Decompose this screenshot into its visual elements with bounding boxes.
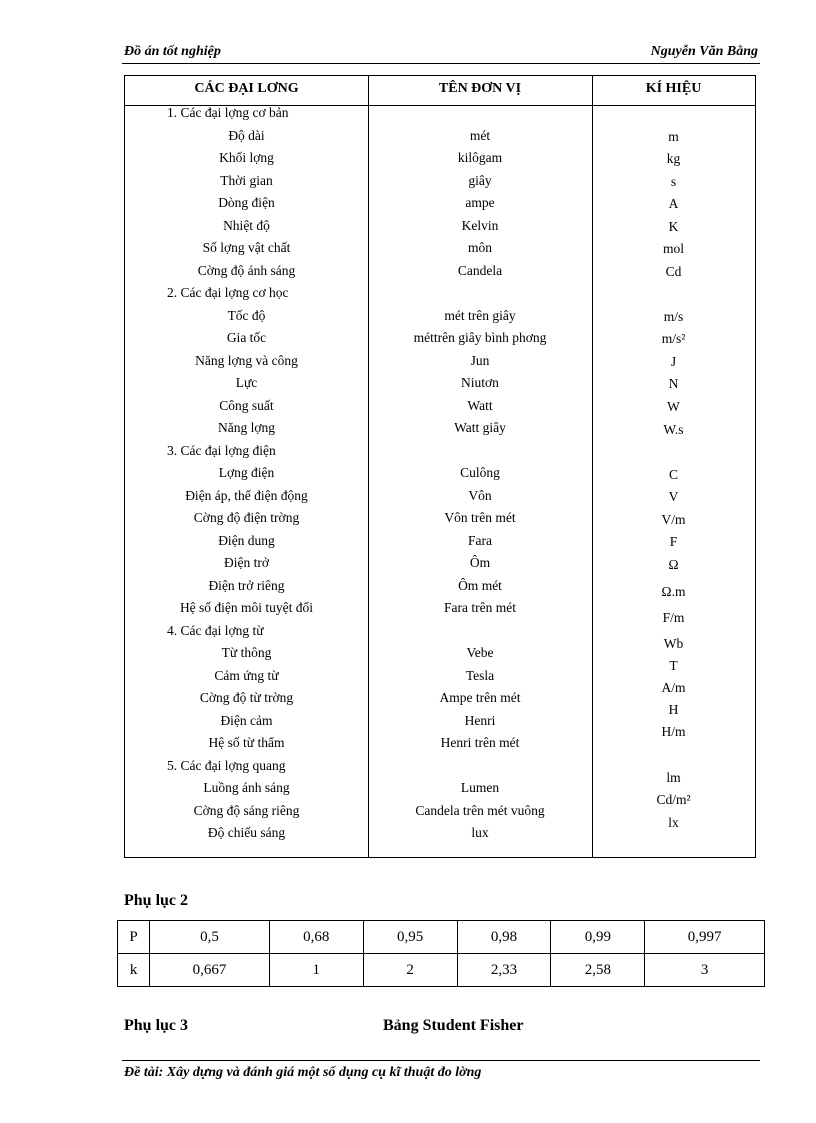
table-cell: Niutơn: [461, 375, 499, 390]
table-cell: 0,5: [150, 921, 270, 954]
table-cell: Lực: [235, 375, 258, 390]
table-cell: H/m: [661, 724, 686, 739]
table-cell: lx: [668, 815, 679, 830]
header-left: Đồ án tốt nghiệp: [124, 44, 221, 59]
table-cell: s: [670, 174, 677, 189]
table-cell: Cd: [665, 264, 682, 279]
table-cell: kg: [666, 151, 681, 166]
table-cell: Candela trên mét vuông: [415, 803, 545, 818]
appendix-3-title: Phụ lục 3: [124, 1017, 189, 1034]
table-row: [118, 921, 765, 954]
page-footer: [122, 1060, 760, 1080]
unit-names-column: [368, 76, 593, 857]
table-cell: Điện dung: [218, 533, 275, 548]
table-cell: Gia tốc: [226, 330, 267, 345]
table-cell: Hệ số từ thẩm: [208, 735, 285, 750]
table-cell: môn: [467, 240, 492, 255]
table-cell: 1: [269, 954, 363, 987]
table-cell: Điện trở riêng: [208, 578, 285, 593]
table-cell: giây: [468, 173, 492, 188]
table-cell: 0,95: [363, 921, 457, 954]
table-cell: m: [668, 129, 679, 144]
table-cell: 0,68: [269, 921, 363, 954]
appendix-3-table-title: Bảng Student Fisher: [383, 1017, 524, 1034]
table-cell: Năng lợng: [217, 420, 275, 435]
table-cell: lux: [471, 825, 489, 840]
table-cell: Cờng độ ánh sáng: [197, 263, 296, 278]
section-heading: 1. Các đại lợng cơ bản: [167, 105, 289, 120]
table-cell: lm: [666, 770, 681, 785]
table-cell: Ampe trên mét: [439, 690, 521, 705]
table-cell: F/m: [662, 610, 685, 625]
table-cell: 0,98: [457, 921, 551, 954]
table-cell: Luồng ánh sáng: [203, 780, 290, 795]
table-cell: Khối lợng: [219, 150, 274, 165]
table-cell: N: [668, 376, 679, 391]
table-cell: Wb: [663, 636, 684, 651]
table-cell: Fara trên mét: [444, 600, 516, 615]
table-cell: W.s: [663, 422, 684, 437]
table-cell: m/s²: [661, 331, 686, 346]
table-cell: Candela: [457, 263, 503, 278]
table-cell: 0,667: [150, 954, 270, 987]
table-cell: Tesla: [465, 668, 495, 683]
section-heading: 3. Các đại lợng điện: [167, 443, 276, 458]
section-heading: 2. Các đại lợng cơ học: [167, 285, 289, 300]
table-cell: Jun: [470, 353, 490, 368]
table-cell: Công suất: [219, 398, 274, 413]
table-cell: méttrên giây bình phơng: [413, 330, 547, 345]
table-cell: J: [670, 354, 677, 369]
table-cell: Số lợng vật chất: [202, 240, 291, 255]
table-cell: Độ dài: [228, 128, 265, 143]
table-cell: 2,33: [457, 954, 551, 987]
table-cell: Ω.m: [661, 584, 686, 599]
column-header: CÁC ĐẠI LƠNG: [194, 81, 299, 96]
table-cell: Điện trở: [223, 555, 269, 570]
table-cell: 2,58: [551, 954, 645, 987]
table-cell: Cờng độ điện trờng: [193, 510, 300, 525]
table-cell: Lợng điện: [218, 465, 275, 480]
table-cell: Cd/m²: [656, 792, 691, 807]
column-header: TÊN ĐƠN VỊ: [438, 81, 522, 96]
table-cell: k: [118, 954, 150, 987]
table-cell: Hệ số điện môi tuyệt đối: [179, 600, 314, 615]
table-cell: A: [668, 196, 679, 211]
quantities-column: [125, 76, 369, 857]
table-cell: K: [668, 219, 679, 234]
page-header: [122, 44, 760, 64]
table-cell: P: [118, 921, 150, 954]
table-cell: V/m: [661, 512, 686, 527]
table-cell: Watt: [467, 398, 493, 413]
table-cell: W: [667, 399, 680, 414]
table-cell: 2: [363, 954, 457, 987]
column-header: KÍ HIỆU: [645, 81, 702, 96]
table-cell: V: [668, 489, 679, 504]
table-cell: Cảm ứng từ: [214, 668, 279, 683]
table-cell: Năng lợng và công: [195, 353, 298, 368]
table-cell: Vebe: [466, 645, 494, 660]
table-cell: Ôm: [469, 555, 491, 570]
table-cell: Culông: [460, 465, 500, 480]
table-cell: Kelvin: [461, 218, 499, 233]
units-table: [124, 75, 756, 858]
table-cell: Độ chiếu sáng: [207, 825, 286, 840]
table-cell: Tốc độ: [227, 308, 266, 323]
table-cell: Ω: [668, 557, 679, 572]
appendix-2-title: Phụ lục 2: [124, 892, 189, 909]
table-cell: 3: [645, 954, 765, 987]
table-cell: mét: [469, 128, 491, 143]
table-cell: Dòng điện: [218, 195, 275, 210]
table-cell: A/m: [661, 680, 686, 695]
header-right: Nguyễn Văn Bằng: [650, 44, 758, 59]
table-cell: Fara: [468, 533, 492, 548]
table-cell: Nhiệt độ: [223, 218, 270, 233]
table-cell: Thời gian: [220, 173, 273, 188]
table-row: [118, 954, 765, 987]
footer-text: Đề tài: Xây dựng và đánh giá một số dụng cụ kĩ thuật đo lờng: [124, 1065, 482, 1080]
table-cell: Từ thông: [221, 645, 272, 660]
table-cell: Điện áp, thế điện động: [185, 488, 308, 503]
table-cell: 0,997: [645, 921, 765, 954]
appendix-2-table: [117, 920, 765, 987]
table-cell: Điện cảm: [220, 713, 273, 728]
table-cell: Henri: [464, 713, 496, 728]
table-cell: Cờng độ từ trờng: [199, 690, 294, 705]
table-cell: H: [668, 702, 679, 717]
table-cell: Henri trên mét: [440, 735, 520, 750]
table-cell: 0,99: [551, 921, 645, 954]
section-heading: 4. Các đại lợng từ: [167, 623, 264, 638]
section-heading: 5. Các đại lợng quang: [167, 758, 286, 773]
table-cell: Lumen: [460, 780, 500, 795]
table-cell: F: [669, 534, 678, 549]
table-cell: mét trên giây: [444, 308, 516, 323]
table-cell: Vôn: [468, 488, 492, 503]
table-cell: Watt giây: [454, 420, 506, 435]
table-cell: mol: [662, 241, 684, 256]
table-cell: m/s: [663, 309, 684, 324]
table-cell: Vôn trên mét: [444, 510, 516, 525]
table-cell: Ôm mét: [458, 578, 502, 593]
table-cell: ampe: [465, 195, 495, 210]
table-cell: T: [669, 658, 678, 673]
table-cell: Cờng độ sáng riêng: [193, 803, 300, 818]
table-cell: C: [668, 467, 678, 482]
symbols-column: [592, 76, 755, 857]
table-cell: kilôgam: [457, 150, 503, 165]
